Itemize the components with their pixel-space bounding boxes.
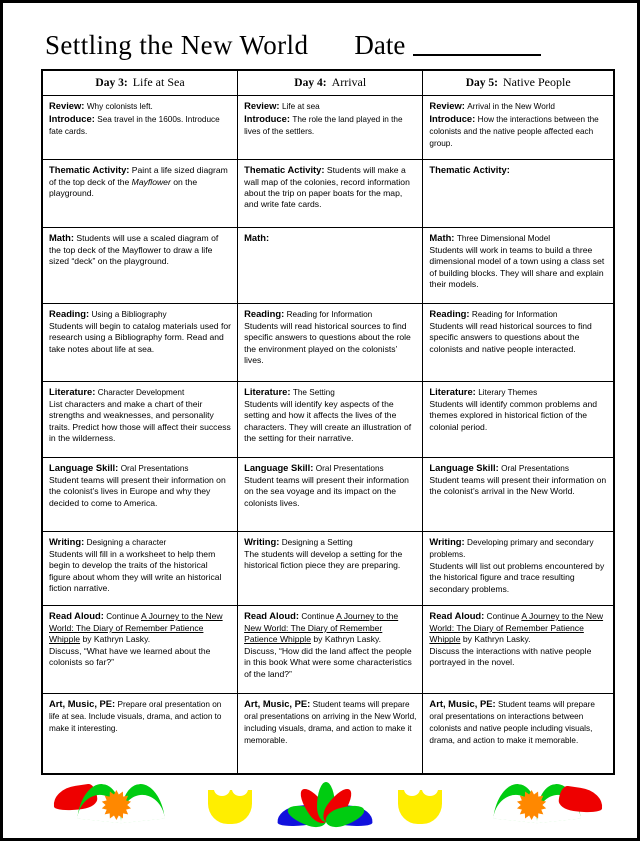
thematic-label: Thematic Activity: — [49, 164, 130, 175]
reading-text: Students will read historical sources to find specific answers to questions about the role the environment played on the colonists’ lives. — [244, 320, 411, 366]
writing-text: The students will develop a setting for the historical fiction piece they are preparing. — [244, 548, 403, 571]
page-title: Settling the New World — [45, 30, 309, 60]
review-label: Review: — [49, 100, 85, 111]
discussion-text: Discuss the interactions with native people portrayed in the novel. — [429, 645, 592, 668]
cell-day3-thematic — [42, 160, 238, 228]
cell-day4-review — [238, 96, 423, 160]
introduce-label: Introduce: — [429, 112, 476, 124]
review-label: Review: — [244, 100, 280, 111]
page-header — [41, 17, 615, 61]
table-row-read-aloud — [42, 606, 614, 694]
cell-day5-reading — [423, 304, 614, 382]
math-label: Math: — [244, 232, 270, 243]
cell-day4-writing — [238, 532, 423, 606]
literature-subtitle: Literary Themes — [478, 388, 538, 397]
literature-label: Literature: — [244, 386, 291, 397]
math-text: Students will work in teams to build a three dimensional model of a town using a class set of building blocks. They will share and explain their models. — [429, 244, 605, 290]
writing-label: Writing: — [244, 536, 280, 547]
language-label: Language Skill: — [429, 462, 499, 473]
art-text: Student teams will prepare oral presentations on interactions between colonists and native people including visuals, drama, and action to make it memorable. — [429, 700, 595, 745]
art-label: Art, Music, PE: — [244, 698, 311, 709]
table-row-math — [42, 228, 614, 304]
writing-subtitle: Designing a character — [86, 538, 167, 547]
table-header-row — [42, 70, 614, 96]
writing-subtitle: Developing primary and secondary problems. — [429, 538, 594, 559]
literature-text: Students will identify key aspects of the setting and how it affects the lives of the characters. They will create an illustration of the setting for their narrative. — [244, 398, 412, 444]
reading-label: Reading: — [244, 308, 285, 319]
cell-day3-review — [42, 96, 238, 160]
art-text: Student teams will prepare oral presentations on arriving in the New World, including visuals, drama, and action to make it memorable. — [244, 700, 417, 745]
table-row-reading — [42, 304, 614, 382]
review-text: Life at sea — [281, 102, 320, 111]
cell-day3-art — [42, 694, 238, 774]
introduce-text: The role the land played in the lives of the settlers. — [244, 114, 403, 136]
writing-label: Writing: — [49, 536, 85, 547]
table-row-review-introduce — [42, 96, 614, 160]
language-label: Language Skill: — [244, 462, 314, 473]
day-number: Day 5: — [465, 77, 499, 89]
cell-day5-language — [423, 458, 614, 532]
cell-day4-literature — [238, 382, 423, 458]
cell-day4-read-aloud — [238, 606, 423, 694]
table-row-thematic-activity — [42, 160, 614, 228]
art-label: Art, Music, PE: — [429, 698, 496, 709]
read-aloud-label: Read Aloud: — [49, 610, 104, 621]
book-author: by Kathryn Lasky. — [311, 634, 382, 645]
continue-word: Continue — [301, 612, 335, 621]
cell-day3-literature — [42, 382, 238, 458]
reading-subtitle: Using a Bibliography — [91, 310, 167, 319]
reading-label: Reading: — [429, 308, 470, 319]
reading-subtitle: Reading for Information — [286, 310, 373, 319]
continue-word: Continue — [106, 612, 140, 621]
cell-day5-thematic — [423, 160, 614, 228]
reading-text: Students will read historical sources to find specific answers to questions about the colonists and native people interacted. — [429, 320, 592, 354]
table-row-literature — [42, 382, 614, 458]
writing-text: Students will fill in a worksheet to help them begin to develop the traits of the historical figure about whom they will write an historical fiction narrative. — [49, 548, 222, 594]
review-text: Why colonists left. — [86, 102, 153, 111]
book-author: by Kathryn Lasky. — [460, 634, 531, 645]
book-title-underlined: A Journey to the New World: The Diary of Remember Patience Whipple — [49, 611, 223, 645]
art-text: Prepare oral presentation on life at sea. Include visuals, drama, and action to make it interesting. — [49, 700, 222, 733]
cell-day5-review — [423, 96, 614, 160]
book-title-underlined: A Journey to the New World: The Diary of Remember Patience Whipple — [244, 611, 399, 645]
math-subtitle: Three Dimensional Model — [456, 234, 551, 243]
cell-day5-writing — [423, 532, 614, 606]
cell-day4-language — [238, 458, 423, 532]
table-row-writing — [42, 532, 614, 606]
cell-day5-literature — [423, 382, 614, 458]
column-header-day4 — [238, 70, 423, 96]
thematic-text: Students will make a wall map of the colonies, record information about the trip on paper boats for the map, and write fate cards. — [244, 165, 410, 210]
language-label: Language Skill: — [49, 462, 119, 473]
language-text: Student teams will present their information on the colonist’s arrival in the New World. — [429, 474, 607, 497]
cell-day5-art — [423, 694, 614, 774]
introduce-text: Sea travel in the 1600s. Introduce fate cards. — [49, 114, 220, 136]
book-author: by Kathryn Lasky. — [80, 634, 151, 645]
cell-day3-reading — [42, 304, 238, 382]
day-topic: Native People — [503, 75, 571, 89]
cell-day5-read-aloud — [423, 606, 614, 694]
cell-day4-reading — [238, 304, 423, 382]
reading-text: Students will begin to catalog materials used for research using a Bibliography form. Read and take notes about life at sea. — [49, 320, 232, 354]
language-subtitle: Oral Presentations — [501, 464, 569, 473]
thematic-text-post: on the playground. — [49, 176, 198, 198]
day-number: Day 4: — [294, 77, 327, 89]
introduce-label: Introduce: — [244, 112, 290, 124]
literature-subtitle: The Setting — [292, 388, 335, 397]
writing-label: Writing: — [429, 536, 465, 547]
math-label: Math: — [429, 232, 455, 243]
table-row-art-music-pe — [42, 694, 614, 774]
literature-text: List characters and make a chart of their strengths and weaknesses, and personality traits. Predict how those will affect their success in the wilderness. — [49, 398, 231, 444]
column-header-day5 — [423, 70, 614, 96]
writing-text: Students will list out problems encountered by the historical figure and trace resulting secondary problems. — [429, 560, 605, 594]
review-text: Arrival in the New World — [467, 102, 555, 111]
thematic-label: Thematic Activity: — [244, 164, 325, 175]
literature-label: Literature: — [429, 386, 476, 397]
cell-day3-math — [42, 228, 238, 304]
thematic-label: Thematic Activity: — [429, 164, 510, 175]
read-aloud-label: Read Aloud: — [429, 610, 485, 621]
language-text: Student teams will present their information on the colonist’s lives in Europe and why they decided to come to America. — [49, 474, 226, 508]
cell-day4-art — [238, 694, 423, 774]
discussion-text: Discuss, “How did the land affect the people in this book What were some characteristics of the land?” — [244, 645, 412, 679]
literature-label: Literature: — [49, 386, 96, 397]
introduce-text: How the interactions between the colonists and the native people affected each group. — [429, 114, 599, 148]
day-topic: Life at Sea — [132, 75, 185, 89]
cell-day4-thematic — [238, 160, 423, 228]
date-field-group — [354, 30, 541, 61]
thematic-text-pre: Paint a life sized diagram of the top deck of the — [49, 165, 228, 187]
language-subtitle: Oral Presentations — [120, 464, 189, 473]
date-blank-line[interactable] — [413, 53, 541, 56]
date-label: Date — [354, 30, 406, 60]
literature-text: Students will identify common problems and themes explored in historical fiction of the colonial period. — [429, 398, 598, 432]
reading-label: Reading: — [49, 308, 90, 319]
cell-day3-language — [42, 458, 238, 532]
cell-day4-math — [238, 228, 423, 304]
table-row-language-skill — [42, 458, 614, 532]
review-label: Review: — [429, 100, 465, 111]
art-label: Art, Music, PE: — [49, 698, 116, 709]
introduce-label: Introduce: — [49, 112, 95, 124]
literature-subtitle: Character Development — [97, 388, 185, 397]
read-aloud-label: Read Aloud: — [244, 610, 299, 621]
day-number: Day 3: — [95, 77, 128, 89]
cell-day5-math — [423, 228, 614, 304]
cell-day3-writing — [42, 532, 238, 606]
book-title-underlined: A Journey to the New World: The Diary of Remember Patience Whipple — [429, 611, 604, 645]
lesson-plan-table — [41, 69, 615, 775]
language-subtitle: Oral Presentations — [315, 464, 384, 473]
writing-subtitle: Designing a Setting — [281, 538, 353, 547]
column-header-day3 — [42, 70, 238, 96]
reading-subtitle: Reading for Information — [471, 310, 558, 319]
day-topic: Arrival — [331, 75, 367, 89]
language-text: Student teams will present their information on the sea voyage and its impact on the colonists lives. — [244, 474, 409, 508]
math-text: Students will use a scaled diagram of the top deck of the Mayflower to draw a life sized “deck” on the playground. — [49, 233, 219, 266]
cell-day3-read-aloud — [42, 606, 238, 694]
discussion-text: Discuss, “What have we learned about the colonists so far?” — [49, 645, 211, 668]
book-title-italic: Mayflower — [131, 176, 171, 187]
math-label: Math: — [49, 232, 74, 243]
continue-word: Continue — [486, 612, 520, 621]
